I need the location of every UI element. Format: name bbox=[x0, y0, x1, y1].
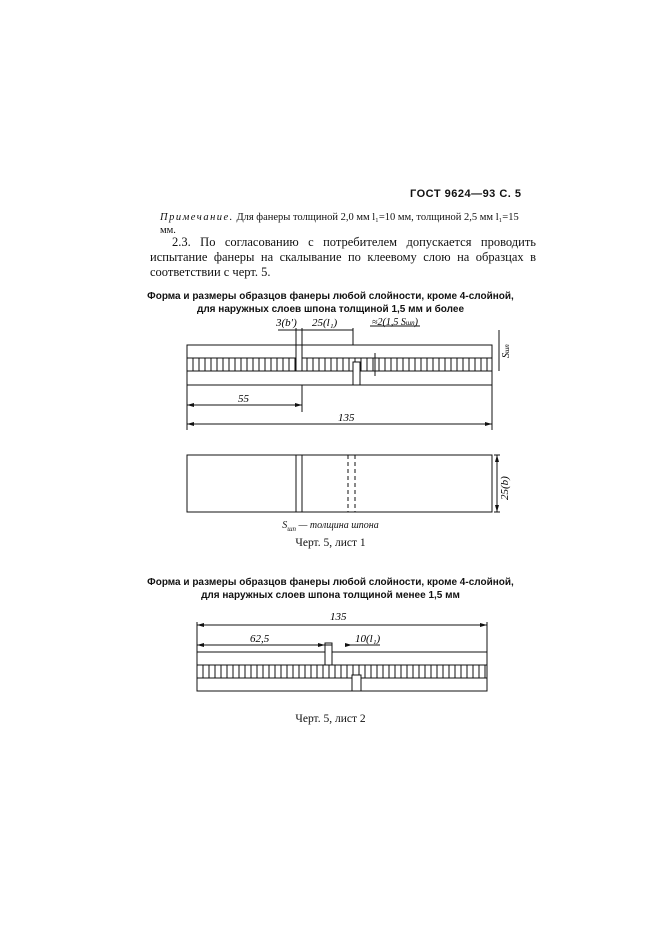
dim-l1-label: 25(l₁) bbox=[312, 317, 338, 329]
fig2-dim-l1-label: 10(l₁) bbox=[355, 633, 381, 645]
figure2-hatching bbox=[203, 665, 485, 678]
fig2-dim-625-label: 62,5 bbox=[250, 633, 270, 645]
dim-s-label: ≈2(1,5 Sшп) bbox=[372, 317, 418, 328]
dim-55-label: 55 bbox=[238, 393, 249, 405]
figure1-title-line2: для наружных слоев шпона толщиной 1,5 мм и более bbox=[196, 304, 465, 315]
figure2-caption: Черт. 5, лист 2 bbox=[295, 713, 366, 725]
figure2-title-line2: для наружных слоев шпона толщиной менее 1,5 мм bbox=[201, 590, 460, 601]
figure1-top-view bbox=[187, 455, 500, 512]
figure1-hatching bbox=[193, 358, 487, 371]
dim-thickness-label: Sшп bbox=[501, 344, 512, 358]
figure1-title-line1: Форма и размеры образцов фанеры любой слойности, кроме 4-слойной, bbox=[147, 291, 514, 302]
dim-135-label: 135 bbox=[338, 412, 355, 424]
note-label: Примечание. bbox=[160, 212, 234, 223]
fig2-dim-135-label: 135 bbox=[330, 611, 347, 623]
figure1-legend: $S_{шп}$ — толщина шпона bbox=[282, 520, 379, 533]
paragraph-text: 2.3. По согласованию с потребителем допускается проводить испытание фанеры на скалывание по клеевому слою на образцах в соответствии с черт. 5. bbox=[150, 235, 536, 279]
dim-b-label: 3(b′) bbox=[276, 317, 297, 329]
note-text: Для фанеры толщиной 2,0 мм l₁=10 мм, толщиной 2,5 мм l₁=15 мм. bbox=[160, 212, 519, 236]
figure1-caption: Черт. 5, лист 1 bbox=[295, 537, 366, 549]
dim-width-label: 25(b) bbox=[499, 476, 511, 500]
page-header: ГОСТ 9624—93 С. 5 bbox=[410, 188, 522, 200]
figure2-title-line1: Форма и размеры образцов фанеры любой слойности, кроме 4-слойной, bbox=[147, 577, 514, 588]
figure2-side-view bbox=[197, 622, 487, 691]
